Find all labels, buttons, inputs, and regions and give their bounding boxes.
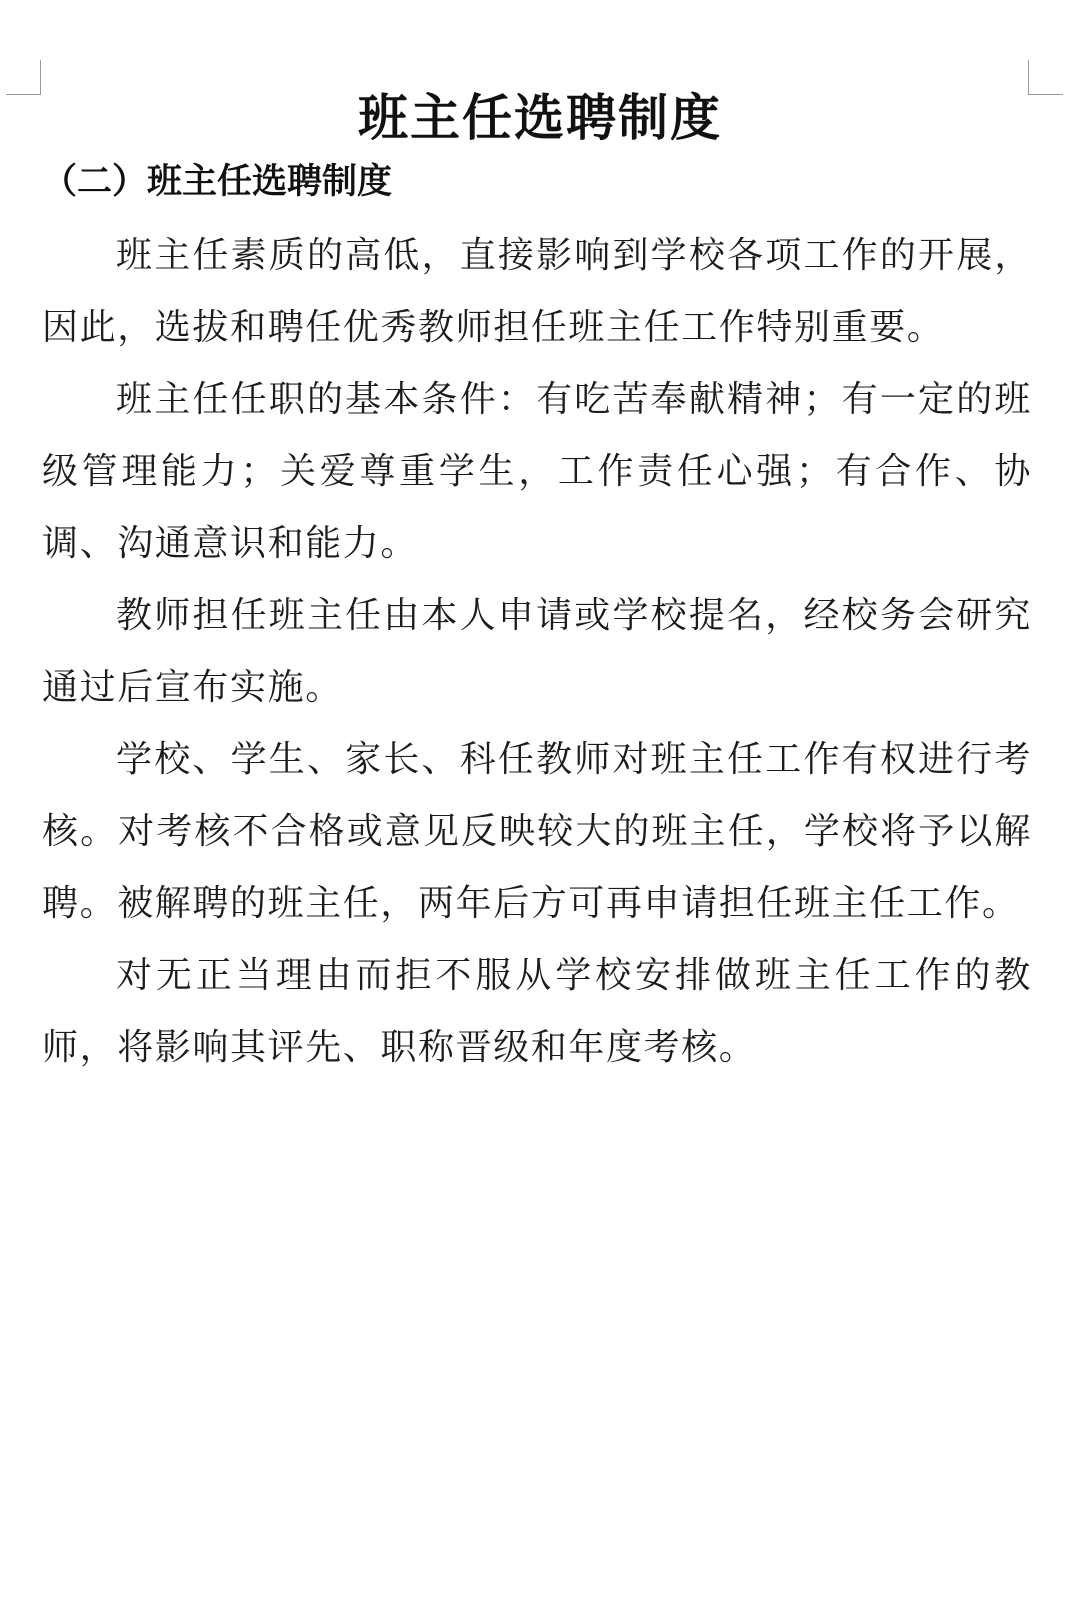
paragraph: 学校、学生、家长、科任教师对班主任工作有权进行考核。对考核不合格或意见反映较大的班主任，学校将予以解聘。被解聘的班主任，两年后方可再申请担任班主任工作。 xyxy=(42,739,1032,924)
paragraph: 教师担任班主任由本人申请或学校提名，经校务会研究通过后宣布实施。 xyxy=(42,595,1032,708)
section-heading: （二）班主任选聘制度 xyxy=(42,162,393,202)
document-title: 班主任选聘制度 xyxy=(358,89,722,147)
document-body xyxy=(42,220,1032,1084)
paragraph: 对无正当理由而拒不服从学校安排做班主任工作的教师，将影响其评先、职称晋级和年度考核。 xyxy=(42,955,1032,1068)
paragraph: 班主任任职的基本条件：有吃苦奉献精神；有一定的班级管理能力；关爱尊重学生，工作责任心强；有合作、协调、沟通意识和能力。 xyxy=(42,379,1032,564)
paragraph: 班主任素质的高低，直接影响到学校各项工作的开展，因此，选拔和聘任优秀教师担任班主任工作特别重要。 xyxy=(42,235,1032,348)
